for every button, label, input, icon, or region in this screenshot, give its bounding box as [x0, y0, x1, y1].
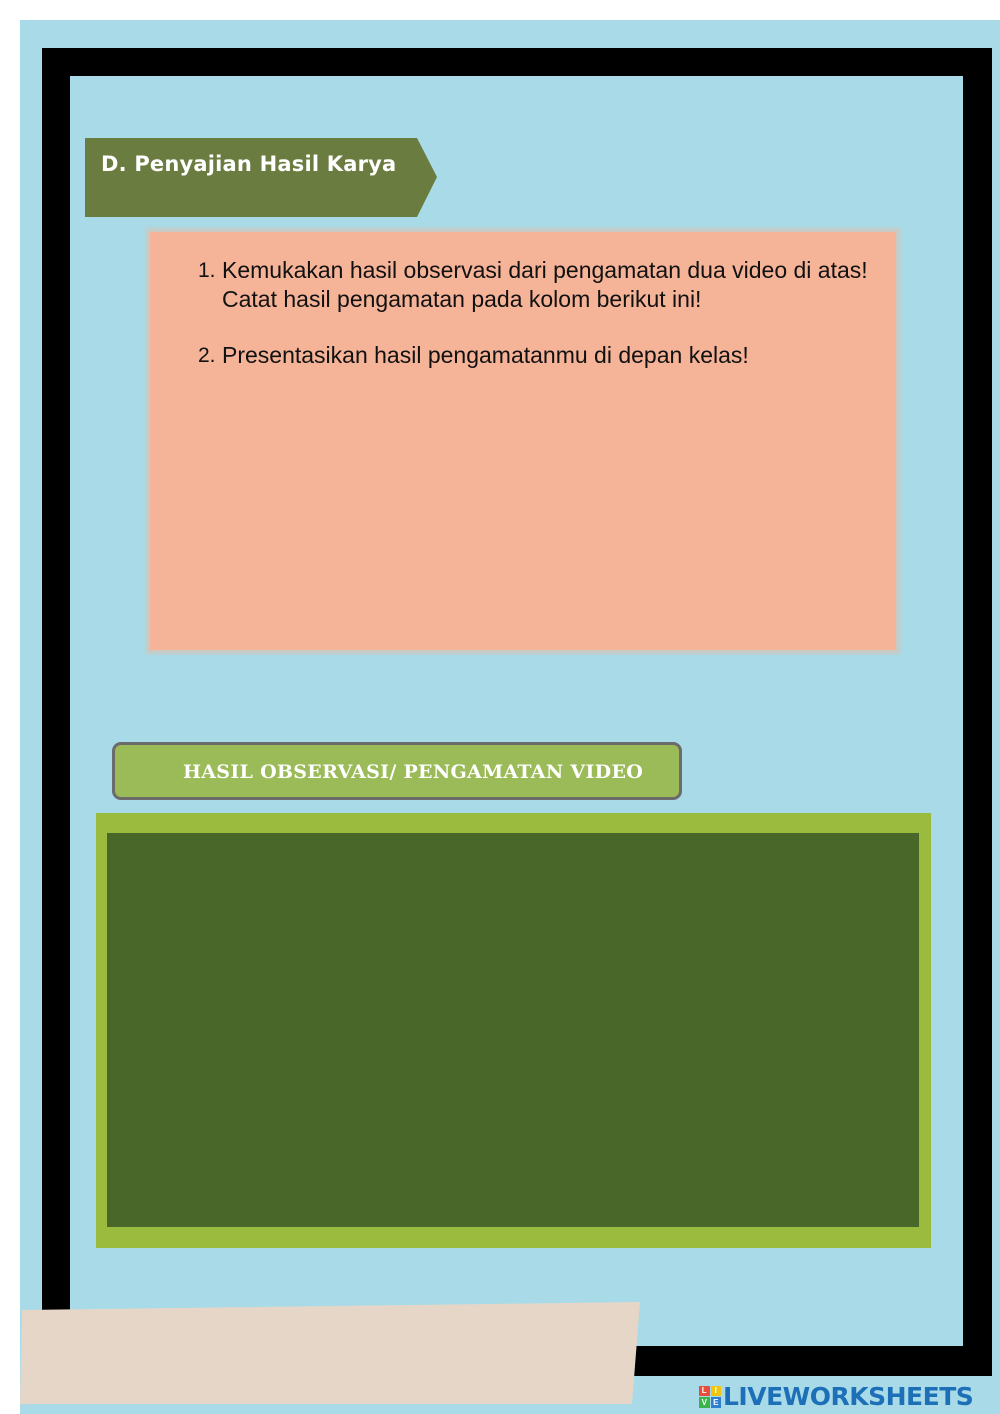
instruction-text: Presentasikan hasil pengamatanmu di depan kelas! — [222, 342, 749, 368]
liveworksheets-brand[interactable] — [699, 1382, 973, 1411]
liveworksheets-name: LIVEWORKSHEETS — [723, 1382, 974, 1411]
section-ribbon — [85, 138, 437, 217]
instructions-list — [198, 256, 878, 397]
liveworksheets-logo-icon — [699, 1386, 721, 1408]
ribbon-shape — [85, 138, 437, 217]
instruction-number: 2. — [198, 344, 216, 367]
logo-letter: I — [711, 1386, 722, 1397]
observation-answer-box[interactable] — [107, 833, 919, 1227]
logo-letter: V — [699, 1397, 710, 1408]
instruction-item — [198, 256, 878, 314]
instruction-item — [198, 341, 878, 370]
observation-label — [112, 742, 682, 800]
logo-letter: L — [699, 1386, 710, 1397]
instructions-box — [150, 232, 896, 650]
instruction-number: 1. — [198, 259, 216, 282]
paper-strip — [20, 1300, 642, 1410]
instruction-text: Kemukakan hasil observasi dari pengamatan dua video di atas! Catat hasil pengamatan pada kolom berikut ini! — [222, 257, 868, 312]
section-title: D. Penyajian Hasil Karya — [101, 152, 397, 176]
logo-letter: E — [711, 1397, 722, 1408]
observation-label-text: HASIL OBSERVASI/ PENGAMATAN VIDEO — [183, 761, 644, 783]
